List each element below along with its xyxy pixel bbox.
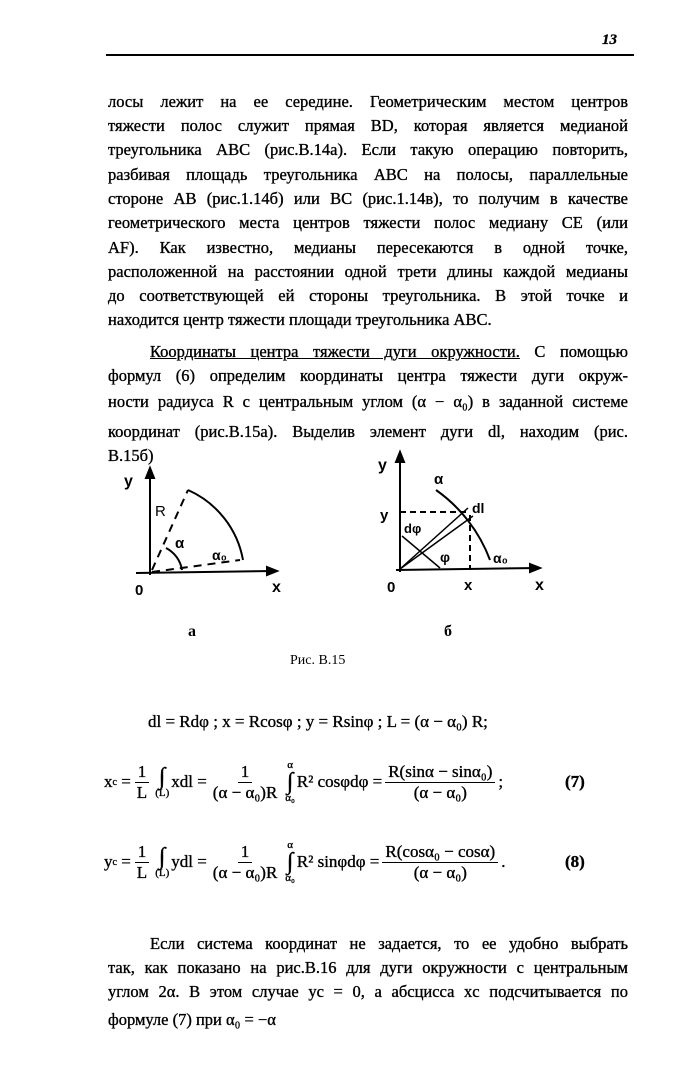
- formula-text: 1: [135, 842, 150, 863]
- text-line: углом 2α. В этом случае yc = 0, а абсцисса xc подсчитывается по: [108, 982, 628, 1001]
- formula-definitions: dl = Rdφ ; x = Rcosφ ; y = Rsinφ ; L = (α − α₀) R;: [148, 712, 488, 731]
- tick-label: x: [464, 577, 473, 594]
- formula-text: R² cosφdφ =: [296, 772, 383, 791]
- formula-text: α₀: [285, 872, 295, 884]
- figure-b15: [100, 440, 580, 670]
- text-line: лосы лежит на ее середине. Геометрическим местом центров: [108, 92, 628, 111]
- formula-yc: y c = $\frac{1}{L}$ ∫ (L) ydl = $\frac{1}{\text{(α − α₀)R}}$ α ∫ α₀ R² sinφdφ = $\frac{\text{R(cosα₀ − cosα)}}{\text{(α − α₀)}}$ .: [104, 839, 506, 884]
- formula-text: (α − α₀): [413, 782, 467, 802]
- formula-text: L: [136, 862, 148, 882]
- formula-text: α: [287, 839, 293, 851]
- axis-label: y: [378, 457, 387, 474]
- angle-label: φ: [440, 549, 451, 565]
- element-label: dl: [472, 500, 485, 516]
- angle-label: α: [434, 471, 444, 488]
- origin-label: 0: [387, 579, 396, 596]
- angle-label: α₀: [493, 550, 508, 566]
- text-line: разбивая площадь треугольника ABC на полосы, параллельные: [108, 165, 628, 184]
- text-line: до соответствующей ей стороны треугольника. В этой точке и: [108, 286, 628, 305]
- header-rule: [106, 54, 634, 56]
- text-line: так, как показано на рис.В.16 для дуги окружности с центральным: [108, 958, 628, 977]
- formula-text: (α − α₀)R: [212, 782, 278, 802]
- text-line: стороне AB (рис.1.14б) или BC (рис.1.14в), то получим в качестве: [108, 189, 628, 208]
- text-line: расположенной на расстоянии одной трети длины каждой медианы: [108, 262, 628, 281]
- equation-number: (8): [565, 852, 585, 871]
- formula-text: .: [501, 852, 506, 871]
- formula-text: R² sinφdφ =: [296, 852, 380, 871]
- axis-label: x: [535, 577, 544, 594]
- formula-text: xdl =: [171, 772, 207, 791]
- text-line: ности радиуса R с центральным углом (α − α₀) в заданной системе: [108, 392, 628, 411]
- text-line: AF). Как известно, медианы пересекаются в одной точке,: [108, 238, 628, 257]
- text-line: формул (6) определим координаты центра тяжести дуги окруж-: [108, 366, 628, 385]
- text-line: формуле (7) при α₀ = −α: [108, 1010, 276, 1029]
- formula-text: α: [287, 759, 293, 771]
- angle-label: α: [175, 535, 185, 552]
- angle-label: dφ: [404, 521, 422, 536]
- origin-label: 0: [135, 582, 144, 599]
- text-line: тяжести полос служит прямая BD, которая является медианой: [108, 116, 628, 135]
- formula-text: 1: [238, 842, 253, 863]
- formula-text: 1: [238, 762, 253, 783]
- formula-text: (α − α₀)R: [212, 862, 278, 882]
- formula-text: 1: [135, 762, 150, 783]
- text-line: треугольника ABC (рис.В.14а). Если такую операцию повторить,: [108, 140, 628, 159]
- equation-number: (7): [565, 772, 585, 791]
- formula-xc: x c = $\frac{1}{L}$ ∫ (L) xdl = $\frac{1}{\text{(α − α₀)R}}$ α ∫ α₀ R² cosφdφ = $\frac{\text{R(sinα − sinα₀)}}{\text{(α − α₀)}}$ ;: [104, 759, 504, 804]
- angle-label: α₀: [212, 547, 227, 563]
- formula-text: (L): [155, 866, 170, 879]
- formula-text: ydl =: [171, 852, 207, 871]
- formula-text: c: [112, 776, 117, 788]
- page-number: 13: [602, 32, 617, 48]
- text-line: геометрического места центров тяжести полос медиану CE (или: [108, 213, 628, 232]
- subfigure-label: б: [444, 623, 452, 640]
- section-heading: Координаты центра тяжести дуги окружности.: [150, 342, 520, 361]
- formula-text: R(cosα₀ − cosα): [382, 842, 498, 863]
- text-line: В.15б): [108, 446, 154, 465]
- text-line: [150, 342, 628, 362]
- formula-text: α₀: [285, 792, 295, 804]
- text-line: координат (рис.В.15а). Выделив элемент дуги dl, находим (рис.: [108, 422, 628, 441]
- text-span: С помощью: [519, 342, 628, 361]
- axis-label: y: [124, 473, 133, 490]
- diagram-b: [378, 452, 544, 596]
- tick-label: y: [380, 507, 389, 524]
- formula-text: L: [136, 782, 148, 802]
- figure-caption: Рис. В.15: [290, 653, 346, 668]
- formula-text: (α − α₀): [413, 862, 467, 882]
- text-line: находится центр тяжести площади треугольника ABC.: [108, 310, 492, 329]
- formula-text: ;: [498, 772, 504, 791]
- formula-text: c: [112, 856, 117, 868]
- text-line: Если система координат не задается, то ее удобно выбрать: [150, 934, 628, 953]
- formula-text: (L): [155, 786, 170, 799]
- subfigure-label: а: [188, 623, 196, 640]
- formula-text: x: [104, 772, 113, 791]
- formula-text: y: [104, 852, 113, 871]
- radius-label: R: [155, 503, 166, 520]
- formula-text: R(sinα − sinα₀): [385, 762, 495, 783]
- axis-label: x: [272, 579, 281, 596]
- diagram-a: [124, 468, 281, 599]
